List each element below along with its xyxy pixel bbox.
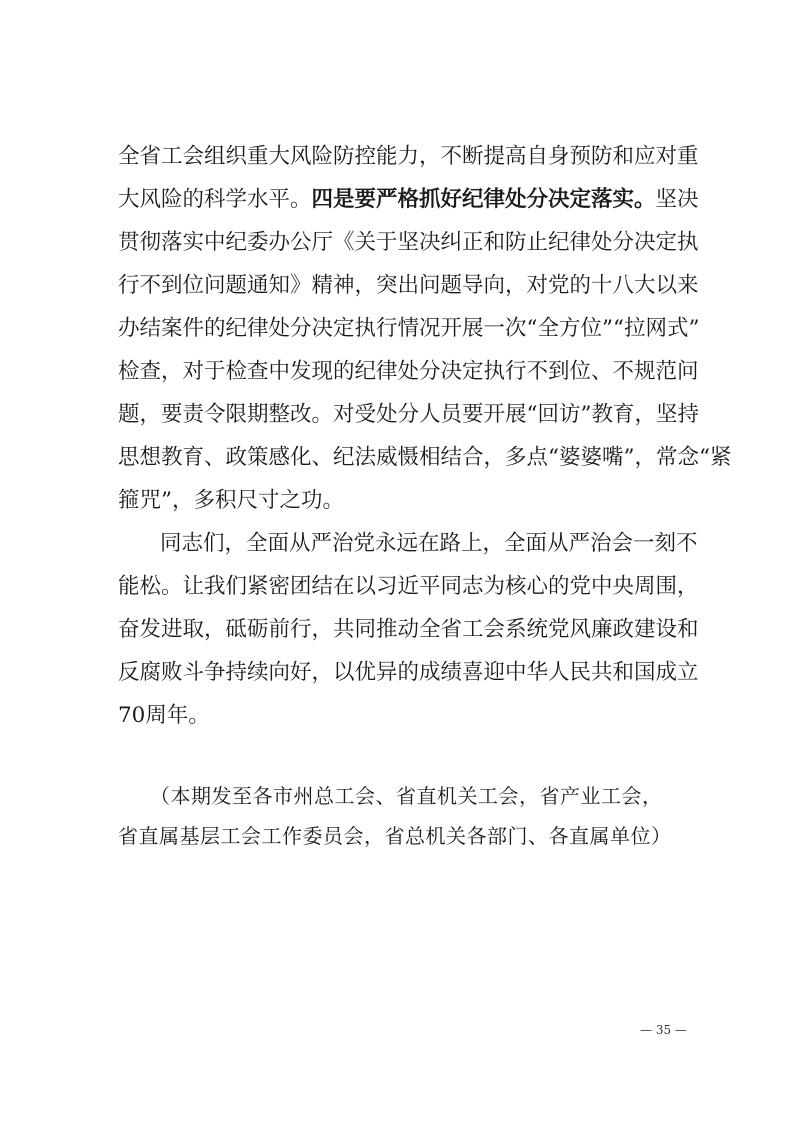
distribution-note-line-1: （本期发至各市州总工会、省直机关工会，省产业工会， — [150, 784, 663, 808]
p1-line-2-bold-heading: 四是要严格抓好纪律处分决定落实。 — [311, 187, 656, 212]
page-number: — 35 — — [640, 1023, 687, 1037]
distribution-note-line-2: 省直属基层工会工作委员会，省总机关各部门、各直属单位） — [118, 824, 672, 848]
p2-line-2: 能松。让我们紧密团结在以习近平同志为核心的党中央周围， — [118, 574, 699, 599]
p1-line-2-normal: 大风险的科学水平。 — [118, 187, 312, 212]
p2-line-4: 反腐败斗争持续向好，以优异的成绩喜迎中华人民共和国成立 — [118, 660, 699, 685]
p2-line-3: 奋发进取，砥砺前行，共同推动全省工会系统党风廉政建设和 — [118, 617, 699, 642]
p1-line-8: 思想教育、政策感化、纪法威慑相结合，多点“婆婆嘴”，常念“紧 — [118, 445, 732, 470]
p1-line-2-tail: 坚决 — [655, 187, 699, 212]
p1-line-9: 箍咒”，多积尺寸之功。 — [118, 488, 344, 513]
p1-line-5: 办结案件的纪律处分决定执行情况开展一次“全方位”“拉网式” — [118, 316, 700, 341]
p1-line-7: 题，要责令限期整改。对受处分人员要开展“回访”教育，坚持 — [118, 402, 699, 427]
p1-line-1: 全省工会组织重大风险防控能力，不断提高自身预防和应对重 — [118, 144, 699, 169]
p1-line-3: 贯彻落实中纪委办公厅《关于坚决纠正和防止纪律处分决定执 — [118, 230, 699, 255]
p1-line-6: 检查，对于检查中发现的纪律处分决定执行不到位、不规范问 — [118, 359, 699, 384]
p1-line-4: 行不到位问题通知》精神，突出问题导向，对党的十八大以来 — [118, 273, 699, 298]
p2-line-1: 同志们，全面从严治党永远在路上，全面从严治会一刻不 — [160, 531, 698, 556]
p1-line-2 — [118, 181, 699, 219]
p2-line-5: 70周年。 — [118, 703, 210, 728]
